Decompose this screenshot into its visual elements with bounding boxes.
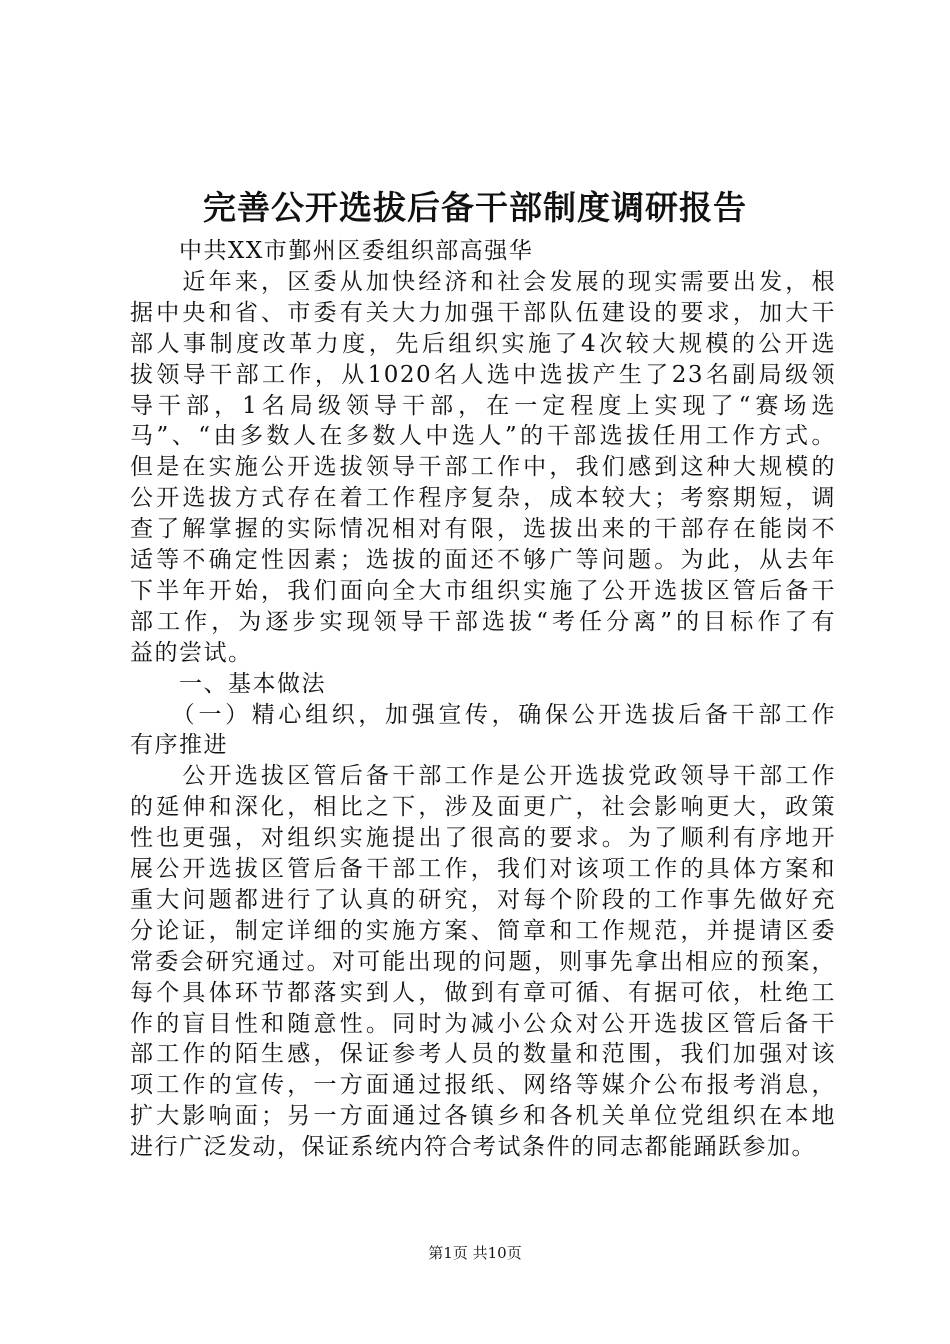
body-line: 中共XX市鄞州区委组织部高强华 [130,238,534,264]
document-title: 完善公开选拔后备干部制度调研报告 [203,188,747,227]
body-line: 重大问题都进行了认真的研究，对每个阶段的工作事先做好充 [130,886,836,913]
body-line: 一、基本做法 [130,670,326,697]
body-line: 作的盲目性和随意性。同时为减小公众对公开选拔区管后备干 [130,1010,836,1037]
body-line: 导干部，1名局级领导干部，在一定程度上实现了“赛场选 [130,392,836,419]
body-line: 拔领导干部工作，从1020名人选中选拔产生了23名副局级领 [130,361,836,388]
body-line: 查了解掌握的实际情况相对有限，选拔出来的干部存在能岗不 [130,516,836,543]
body-line: 据中央和省、市委有关大力加强干部队伍建设的要求，加大干 [130,299,836,326]
body-line: 扩大影响面；另一方面通过各镇乡和各机关单位党组织在本地 [130,1103,836,1130]
body-line: 近年来，区委从加快经济和社会发展的现实需要出发，根 [130,268,836,295]
body-line: 部人事制度改革力度，先后组织实施了4次较大规模的公开选 [130,330,836,357]
body-line: 进行广泛发动，保证系统内符合考试条件的同志都能踊跃参加。 [130,1134,816,1161]
body-line: 部工作的陌生感，保证参考人员的数量和范围，我们加强对该 [130,1041,836,1068]
body-line: 马”、“由多数人在多数人中选人”的干部选拔任用工作方式。 [130,423,836,450]
body-line: 公开选拔区管后备干部工作是公开选拔党政领导干部工作 [130,763,836,790]
body-line: 分论证，制定详细的实施方案、简章和工作规范，并提请区委 [130,917,836,944]
body-line: 但是在实施公开选拔领导干部工作中，我们感到这种大规模的 [130,454,836,481]
body-line: 部工作，为逐步实现领导干部选拔“考任分离”的目标作了有 [130,608,836,635]
body-line: （一）精心组织，加强宣传，确保公开选拔后备干部工作 [130,701,836,728]
body-line: 益的尝试。 [130,639,253,666]
body-line: 展公开选拔区管后备干部工作，我们对该项工作的具体方案和 [130,856,836,882]
page-footer: 第1页 共10页 [428,1244,522,1262]
body-line: 每个具体环节都落实到人，做到有章可循、有据可依，杜绝工 [130,979,836,1006]
body-line: 项工作的宣传，一方面通过报纸、网络等媒介公布报考消息， [130,1072,836,1099]
body-line: 下半年开始，我们面向全大市组织实施了公开选拔区管后备干 [130,577,836,604]
body-line: 公开选拔方式存在着工作程序复杂，成本较大；考察期短，调 [130,485,836,512]
body-line: 性也更强，对组织实施提出了很高的要求。为了顺利有序地开 [130,825,836,852]
body-line: 有序推进 [130,732,228,759]
body-line: 适等不确定性因素；选拔的面还不够广等问题。为此，从去年 [130,547,836,573]
body-line: 的延伸和深化，相比之下，涉及面更广，社会影响更大，政策 [130,794,836,821]
body-line: 常委会研究通过。对可能出现的问题，则事先拿出相应的预案， [130,948,836,975]
